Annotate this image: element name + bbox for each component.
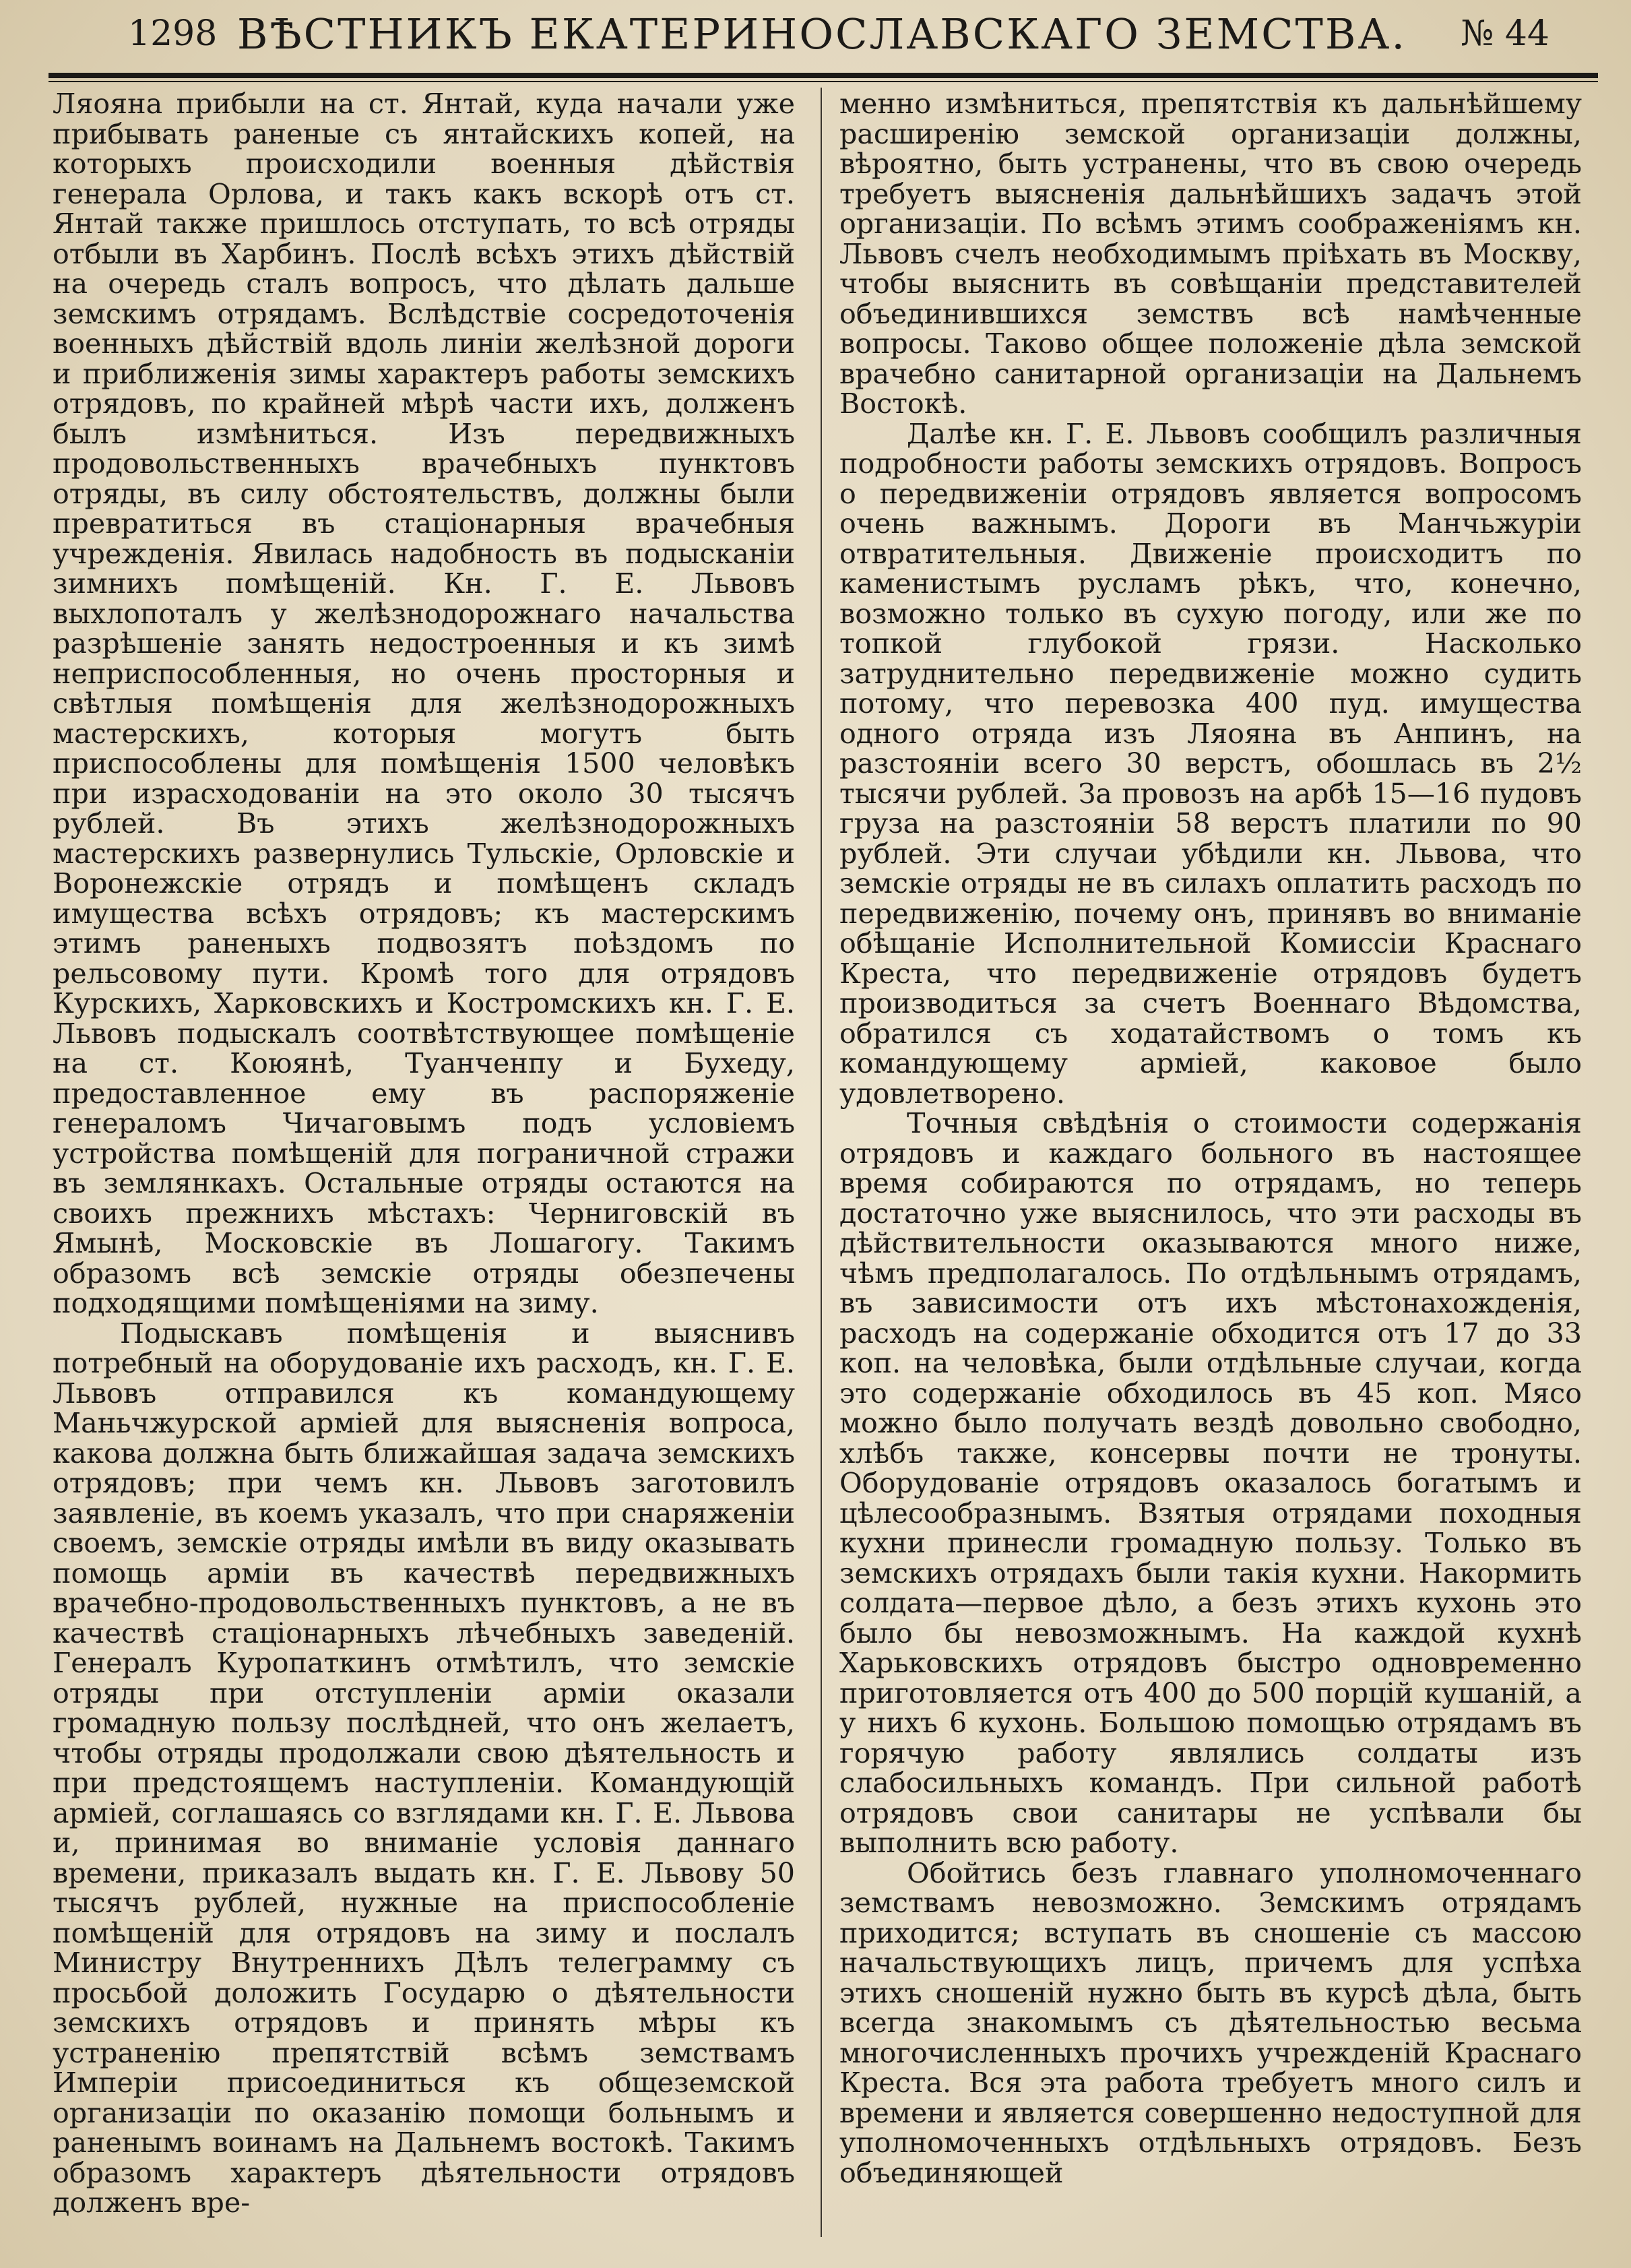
page-header bbox=[47, 4, 1597, 71]
paragraph: менно измѣниться, препятствія къ дальнѣйшему расширенію земской организаціи должны, вѣроятно, быть устранены, что въ свою очередь требуетъ выясненія дальнѣйшихъ задачъ этой организаціи. По всѣмъ этимъ соображеніямъ кн. Львовъ счелъ необходимымъ пріѣхать въ Москву, чтобы выяснить въ совѣщаніи представителей объединившихся земствъ всѣ намѣченные вопросы. Таково общее положеніе дѣла земской врачебно санитарной организаціи на Дальнемъ Востокѣ. bbox=[839, 88, 1582, 420]
left-column bbox=[53, 89, 795, 2218]
paragraph: Ляояна прибыли на ст. Янтай, куда начали уже прибывать раненые съ янтайскихъ копей, на которыхъ происходили военныя дѣйствія генерала Орлова, и такъ какъ вскорѣ отъ ст. Янтай также пришлось отступать, то всѣ отряды отбыли въ Харбинъ. Послѣ всѣхъ этихъ дѣйствій на очередь сталъ вопросъ, что дѣлать дальше земскимъ отрядамъ. Вслѣдствіе сосредоточенія военныхъ дѣйствій вдоль линіи желѣзной дороги и приближенія зимы характеръ работы земскихъ отрядовъ, по крайней мѣрѣ части ихъ, долженъ былъ измѣниться. Изъ передвижныхъ продовольственныхъ врачебныхъ пунктовъ отряды, въ силу обстоятельствъ, должны были превратиться въ стаціонарныя врачебныя учрежденія. Явилась надобность въ подысканіи зимнихъ помѣщеній. Кн. Г. Е. Львовъ выхлопоталъ у желѣзнодорожнаго начальства разрѣшеніе занять недостроенныя и къ зимѣ неприспособленныя, но очень просторныя и свѣтлыя помѣщенія для желѣзнодорожныхъ мастерскихъ, которыя могутъ быть приспособлены для помѣщенія 1500 человѣкъ при израсходованіи на это около 30 тысячъ рублей. Въ этихъ желѣзнодорожныхъ мастерскихъ развернулись Тульскіе, Орловскіе и Воронежскіе отрядъ и помѣщенъ складъ имущества всѣхъ отрядовъ; къ мастерскимъ этимъ раненыхъ подвозятъ поѣздомъ по рельсовому пути. Кромѣ того для отрядовъ Курскихъ, Харковскихъ и Костромскихъ кн. Г. Е. Львовъ подыскалъ соотвѣтствующее помѣщеніе на ст. Коюянѣ, Туанченпу и Бухеду, предоставленное ему въ распоряженіе генераломъ Чичаговымъ подъ условіемъ устройства помѣщеній для пограничной стражи въ землянкахъ. Остальные отряды остаются на своихъ прежнихъ мѣстахъ: Черниговскій въ Ямынѣ, Московскіе въ Лошагогу. Такимъ образомъ всѣ земскіе отряды обезпечены подходящими помѣщеніями на зиму. bbox=[53, 88, 795, 1319]
issue-number: № 44 bbox=[1461, 13, 1549, 54]
paragraph: Точныя свѣдѣнія о стоимости содержанія отрядовъ и каждаго больного въ настоящее время собираются по отрядамъ, но теперь достаточно уже выяснилось, что эти расходы въ дѣйствительности оказываются много ниже, чѣмъ предполагалось. По отдѣльнымъ отрядамъ, въ зависимости отъ ихъ мѣстонахожденія, расходъ на содержаніе обходится отъ 17 до 33 коп. на человѣка, были отдѣльные случаи, когда это содержаніе обходилось въ 45 коп. Мясо можно было получать вездѣ довольно свободно, хлѣбъ также, консервы почти не тронуты. Оборудованіе отрядовъ оказалось богатымъ и цѣлесообразнымъ. Взятыя отрядами походныя кухни принесли громадную пользу. Только въ земскихъ отрядахъ были такія кухни. Накормить солдата—первое дѣло, а безъ этихъ кухонь это было бы невозможнымъ. На каждой кухнѣ Харьковскихъ отрядовъ быстро одновременно приготовляется отъ 400 до 500 порцій кушаній, а у нихъ 6 кухонь. Большою помощью отрядамъ въ горячую работу являлись солдаты изъ слабосильныхъ командъ. При сильной работѣ отрядовъ свои санитары не успѣвали бы выполнить всю работу. bbox=[839, 1107, 1582, 1859]
header-rule-thin bbox=[49, 81, 1598, 82]
journal-title: ВѢСТНИКЪ ЕКАТЕРИНОСЛАВСКАГО ЗЕМСТВА. bbox=[236, 9, 1407, 59]
column-divider bbox=[821, 88, 822, 2237]
paragraph: Обойтись безъ главнаго уполномоченнаго земствамъ невозможно. Земскимъ отрядамъ приходится; вступать въ сношеніе съ массою начальствующихъ лицъ, причемъ для успѣха этихъ сношеній нужно быть въ курсѣ дѣла, быть всегда знакомымъ съ дѣятельностью весьма многочисленныхъ прочихъ учрежденій Краснаго Креста. Вся эта работа требуетъ много силъ и времени и является совершенно недоступной для уполномоченныхъ отдѣльныхъ отрядовъ. Безъ объединяющей bbox=[839, 1856, 1582, 2189]
page-number: 1298 bbox=[128, 13, 218, 54]
paragraph: Далѣе кн. Г. Е. Львовъ сообщилъ различныя подробности работы земскихъ отрядовъ. Вопросъ о передвиженіи отрядовъ является вопросомъ очень важнымъ. Дороги въ Манчьжуріи отвратительныя. Движеніе происходитъ по каменистымъ русламъ рѣкъ, что, конечно, возможно только въ сухую погоду, или же по топкой глубокой грязи. Насколько затруднительно передвиженіе можно судить потому, что перевозка 400 пуд. имущества одного отряда изъ Ляояна въ Анпинъ, на разстояніи всего 30 верстъ, обошлась въ 2½ тысячи рублей. За провозъ на арбѣ 15—16 пудовъ груза на разстояніи 58 верстъ платили по 90 рублей. Эти случаи убѣдили кн. Львова, что земскіе отряды не въ силахъ оплатить расходъ по передвиженію, почему онъ, принявъ во вниманіе обѣщаніе Исполнительной Комиссіи Краснаго Креста, что передвиженіе отрядовъ будетъ производиться за счетъ Военнаго Вѣдомства, обратился съ ходатайствомъ о томъ къ командующему арміей, каковое было удовлетворено. bbox=[839, 417, 1582, 1110]
header-rule-thick bbox=[49, 73, 1598, 78]
paragraph: Подыскавъ помѣщенія и выяснивъ потребный на оборудованіе ихъ расходъ, кн. Г. Е. Львовъ отправился къ командующему Маньчжурской арміей для выясненія вопроса, какова должна быть ближайшая задача земскихъ отрядовъ; при чемъ кн. Львовъ заготовилъ заявленіе, въ коемъ указалъ, что при снаряженіи своемъ, земскіе отряды имѣли въ виду оказывать помощь арміи въ качествѣ передвижныхъ врачебно-продовольственныхъ пунктовъ, а не въ качествѣ стаціонарныхъ лѣчебныхъ заведеній. Генералъ Куропаткинъ отмѣтилъ, что земскіе отряды при отступленіи арміи оказали громадную пользу послѣдней, что онъ желаетъ, чтобы отряды продолжали свою дѣятельность и при предстоящемъ наступленіи. Командующій арміей, соглашаясь со взглядами кн. Г. Е. Львова и, принимая во вниманіе условія даннаго времени, приказалъ выдать кн. Г. Е. Львову 50 тысячъ рублей, нужные на приспособленіе помѣщеній для отрядовъ на зиму и послалъ Министру Внутреннихъ Дѣлъ телеграмму съ просьбой доложить Государю о дѣятельности земскихъ отрядовъ и принять мѣры къ устраненію препятствій всѣмъ земствамъ Имперіи присоединиться къ общеземской организаціи по оказанію помощи больнымъ и раненымъ воинамъ на Дальнемъ востокѣ. Такимъ образомъ характеръ дѣятельности отрядовъ долженъ вре- bbox=[53, 1317, 795, 2219]
right-column bbox=[839, 89, 1582, 2188]
